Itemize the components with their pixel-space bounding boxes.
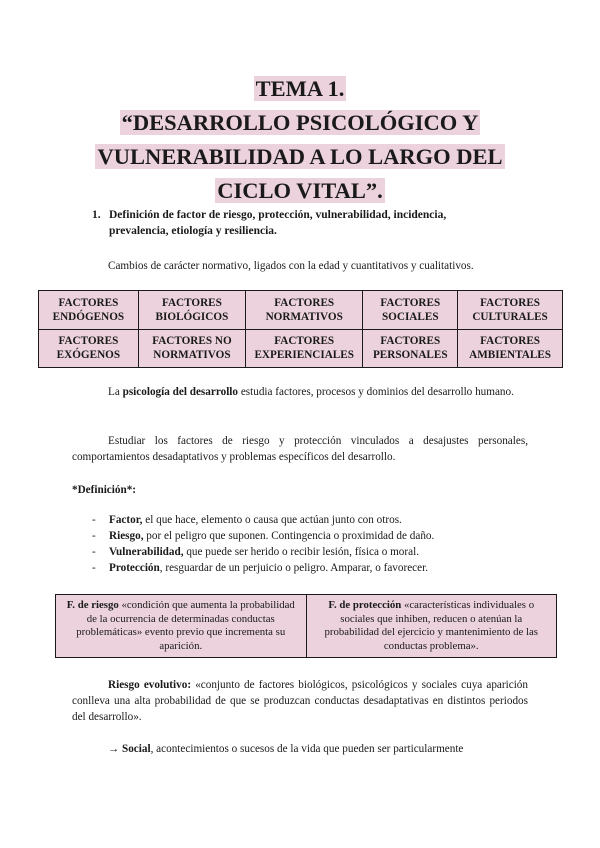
psychology-post: estudia factores, procesos y dominios del desarrollo humano. [238,386,514,398]
definition-text: por el peligro que suponen. Contingencia o proximidad de daño. [143,530,435,542]
list-dash: - [92,514,96,526]
list-dash: - [92,530,96,542]
study-paragraph: Estudiar los factores de riesgo y protección vinculados a desajustes personales, comportamientos desadaptativos y problemas específicos del desarrollo. [72,435,528,463]
factor-cell-line: FACTORES [161,296,222,309]
risk-protection-table [55,594,557,658]
risk-term: F. de riesgo [66,599,119,611]
factor-cell-line: FACTORES [58,296,119,309]
social-term: Social [121,743,151,755]
factor-cell [458,291,563,330]
section-heading [92,207,492,239]
title-line-4: CICLO VITAL”. [217,178,383,203]
factor-cell-line: NORMATIVOS [265,310,343,323]
list-dash: - [92,562,96,574]
factor-cell [458,329,563,368]
risk-factor-box [56,595,307,658]
list-item [92,544,532,560]
social-paragraph [72,741,528,757]
factor-cell-line: PERSONALES [372,349,448,362]
factor-cell [246,329,363,368]
factor-cell-line: ENDÓGENOS [52,310,125,323]
psychology-paragraph [72,384,528,400]
definition-term: Protección [109,562,160,574]
factor-cell-line: FACTORES [274,296,335,309]
definitions-list [92,512,532,576]
definition-text: que puede ser herido o recibir lesión, física o moral. [183,546,419,558]
psychology-pre: La [108,386,123,398]
factor-cell-line: AMBIENTALES [469,349,551,362]
risk-protection-row [56,595,557,658]
page-title [0,72,600,208]
section-heading-line-2: prevalencia, etiología y resiliencia. [109,225,277,237]
title-line-3: VULNERABILIDAD A LO LARGO DEL [97,144,503,169]
factor-cell-line: FACTORES [380,296,441,309]
list-item [92,512,532,528]
factor-cell-line: FACTORES [58,335,119,348]
factor-cell-line: CULTURALES [472,310,548,323]
title-line-2: “DESARROLLO PSICOLÓGICO Y [121,110,479,135]
factors-row [39,329,563,368]
factors-row [39,291,563,330]
definition-term: Factor, [109,514,143,526]
factor-cell-line: FACTORES [380,335,441,348]
factor-cell [39,291,139,330]
factor-cell [246,291,363,330]
protection-factor-box [306,595,557,658]
definition-text: el que hace, elemento o causa que actúan junto con otros. [142,514,402,526]
arrow-icon: → [108,743,122,755]
factor-cell-line: FACTORES NO [152,335,232,348]
risk-text: «condición que aumenta la probabilidad de la ocurrencia de determinadas conductas problemáticas» evento previo que incrementa su aparición. [76,599,295,652]
psychology-term: psicología del desarrollo [122,386,239,398]
social-text: , acontecimientos o sucesos de la vida que pueden ser particularmente [150,743,464,755]
factor-cell-line: BIOLÓGICOS [155,310,229,323]
definition-term: Riesgo, [109,530,144,542]
evolutive-risk-text: «conjunto de factores biológicos, psicológicos y sociales cuya aparición conlleva una alta probabilidad de que se produzcan conductas desadaptativas en distintos periodos del desarrollo». [72,679,528,723]
factor-cell [363,329,458,368]
title-line-1: TEMA 1. [255,76,345,101]
factor-cell-line: FACTORES [480,296,541,309]
section-heading-line-1: Definición de factor de riesgo, protección, vulnerabilidad, incidencia, [109,209,447,221]
list-item [92,560,532,576]
factor-cell-line: FACTORES [480,335,541,348]
factor-cell [39,329,139,368]
protection-text: «características individuales o sociales que inhiben, reducen o atenúan la probabilidad del ejercicio y mantenimiento de las conductas problema». [324,599,538,652]
list-dash: - [92,546,96,558]
factor-cell [138,291,245,330]
factor-cell [363,291,458,330]
factor-cell [138,329,245,368]
factor-cell-line: EXÓGENOS [56,349,121,362]
factor-cell-line: SOCIALES [381,310,439,323]
definition-label: *Definición*: [72,484,137,496]
protection-term: F. de protección [328,599,402,611]
factors-table [38,290,563,368]
section-number: 1. [92,209,101,221]
factor-cell-line: EXPERIENCIALES [254,349,354,362]
factor-cell-line: NORMATIVOS [153,349,231,362]
factor-cell-line: FACTORES [274,335,335,348]
evolutive-risk-term: Riesgo evolutivo: [108,679,192,691]
list-item [92,528,532,544]
definition-term: Vulnerabilidad, [109,546,184,558]
changes-text: Cambios de carácter normativo, ligados con la edad y cuantitativos y cualitativos. [108,260,474,272]
definition-text: , resguardar de un perjuicio o peligro. Amparar, o favorecer. [159,562,429,574]
evolutive-risk-paragraph [72,677,528,725]
